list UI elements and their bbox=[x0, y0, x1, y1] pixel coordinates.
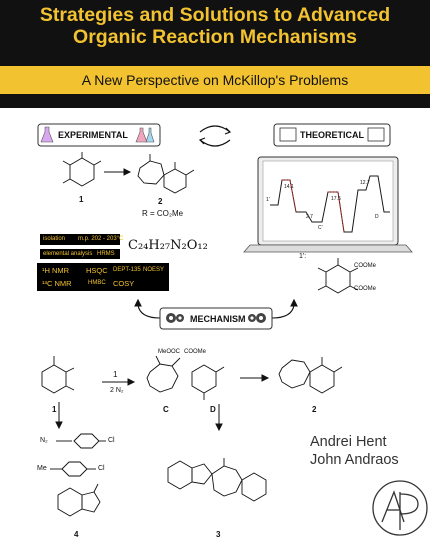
energy-label-d: D bbox=[375, 214, 379, 220]
cover-title-line2: Organic Reaction Mechanisms bbox=[73, 26, 357, 48]
energy-label-barrier1: 14.1 bbox=[284, 184, 294, 190]
melting-point: m.p. 202 - 203°C bbox=[78, 236, 124, 242]
energy-label-12-7: 12.7 bbox=[360, 180, 370, 186]
author-2: John Andraos bbox=[310, 452, 399, 468]
exchange-arrows-icon bbox=[200, 126, 230, 146]
cooMe-label-3: COOMe bbox=[184, 349, 207, 355]
dept-label: DEPT-135 bbox=[113, 267, 141, 273]
intermediate-d-label: D bbox=[210, 405, 216, 414]
c13-nmr-label: ¹³C NMR bbox=[42, 279, 72, 288]
cosy-label: COSY bbox=[113, 279, 135, 288]
cover-title bbox=[0, 4, 430, 48]
compound-3-label: 3 bbox=[216, 530, 221, 539]
n2-loss-label: 2 N₂ bbox=[110, 387, 124, 394]
product-2-label: 2 bbox=[312, 405, 317, 414]
energy-label-17-5: 17.5 bbox=[331, 196, 341, 202]
r-definition: R = CO₂Me bbox=[142, 209, 184, 218]
h-nmr-label: ¹H NMR bbox=[42, 266, 70, 275]
compound-4-structure bbox=[58, 484, 100, 516]
molecular-formula: C₂₄H₂₇N₂O₁₂ bbox=[128, 238, 208, 253]
compound-4-label: 4 bbox=[74, 530, 79, 539]
cover-subtitle: A New Perspective on McKillop's Problems bbox=[81, 72, 349, 88]
cooMe-label-1: COOMe bbox=[354, 263, 377, 269]
publisher-logo bbox=[373, 481, 427, 535]
elemental-analysis-label: elemental analysis bbox=[43, 251, 93, 257]
laptop-energy-diagram bbox=[244, 157, 412, 252]
theoretical-label: THEORETICAL bbox=[300, 130, 364, 140]
n2-label: N₂ bbox=[40, 437, 48, 444]
experimental-label: EXPERIMENTAL bbox=[58, 130, 128, 140]
chloroarene-2-structure bbox=[50, 462, 96, 476]
energy-label-2-7: 2.7 bbox=[306, 214, 313, 220]
hrms-label: HRMS bbox=[97, 251, 115, 257]
author-1: Andrei Hent bbox=[310, 434, 387, 450]
isolation-label: isolation bbox=[43, 236, 66, 242]
down-arrow-icon bbox=[216, 404, 222, 430]
meooc-label: MeOOC bbox=[158, 349, 181, 355]
cl-label-2: Cl bbox=[98, 465, 105, 472]
compound-1-structure bbox=[63, 152, 101, 186]
cover-title-line1: Strategies and Solutions to Advanced bbox=[39, 4, 391, 26]
product-2-structure bbox=[279, 357, 342, 393]
hmbc-label: HMBC bbox=[88, 280, 106, 286]
compound-1-prime-structure bbox=[318, 258, 358, 293]
me-label: Me bbox=[37, 465, 47, 472]
intermediate-c-structure bbox=[147, 356, 180, 392]
energy-label-1prime: 1′ bbox=[266, 197, 270, 203]
diazonium-1-structure bbox=[42, 356, 74, 393]
down-arrow-icon bbox=[56, 402, 62, 428]
diazonium-label: 1 bbox=[52, 405, 57, 414]
reaction-arrow-icon bbox=[102, 379, 134, 385]
compound-1-prime-label: 1′: bbox=[299, 253, 307, 260]
noesy-label: NOESY bbox=[143, 267, 165, 273]
reaction-arrow-icon bbox=[104, 169, 130, 175]
cl-label-1: Cl bbox=[108, 437, 115, 444]
compound-3-structure bbox=[168, 458, 266, 501]
reaction-arrow-icon bbox=[240, 375, 268, 381]
compound-2-label: 2 bbox=[158, 197, 163, 206]
intermediate-c-label: C bbox=[163, 405, 169, 414]
chloroarene-1-structure bbox=[56, 434, 106, 448]
hsqc-label: HSQC bbox=[86, 266, 108, 275]
intermediate-d-structure bbox=[192, 365, 224, 400]
mechanism-label: MECHANISM bbox=[190, 314, 246, 324]
cooMe-label-2: COOMe bbox=[354, 286, 377, 292]
energy-label-c-prime: C′ bbox=[318, 225, 323, 231]
compound-2-structure bbox=[138, 154, 194, 193]
step-label: 1 bbox=[113, 370, 118, 379]
compound-1-label: 1 bbox=[79, 195, 84, 204]
cover-artwork bbox=[0, 108, 430, 550]
